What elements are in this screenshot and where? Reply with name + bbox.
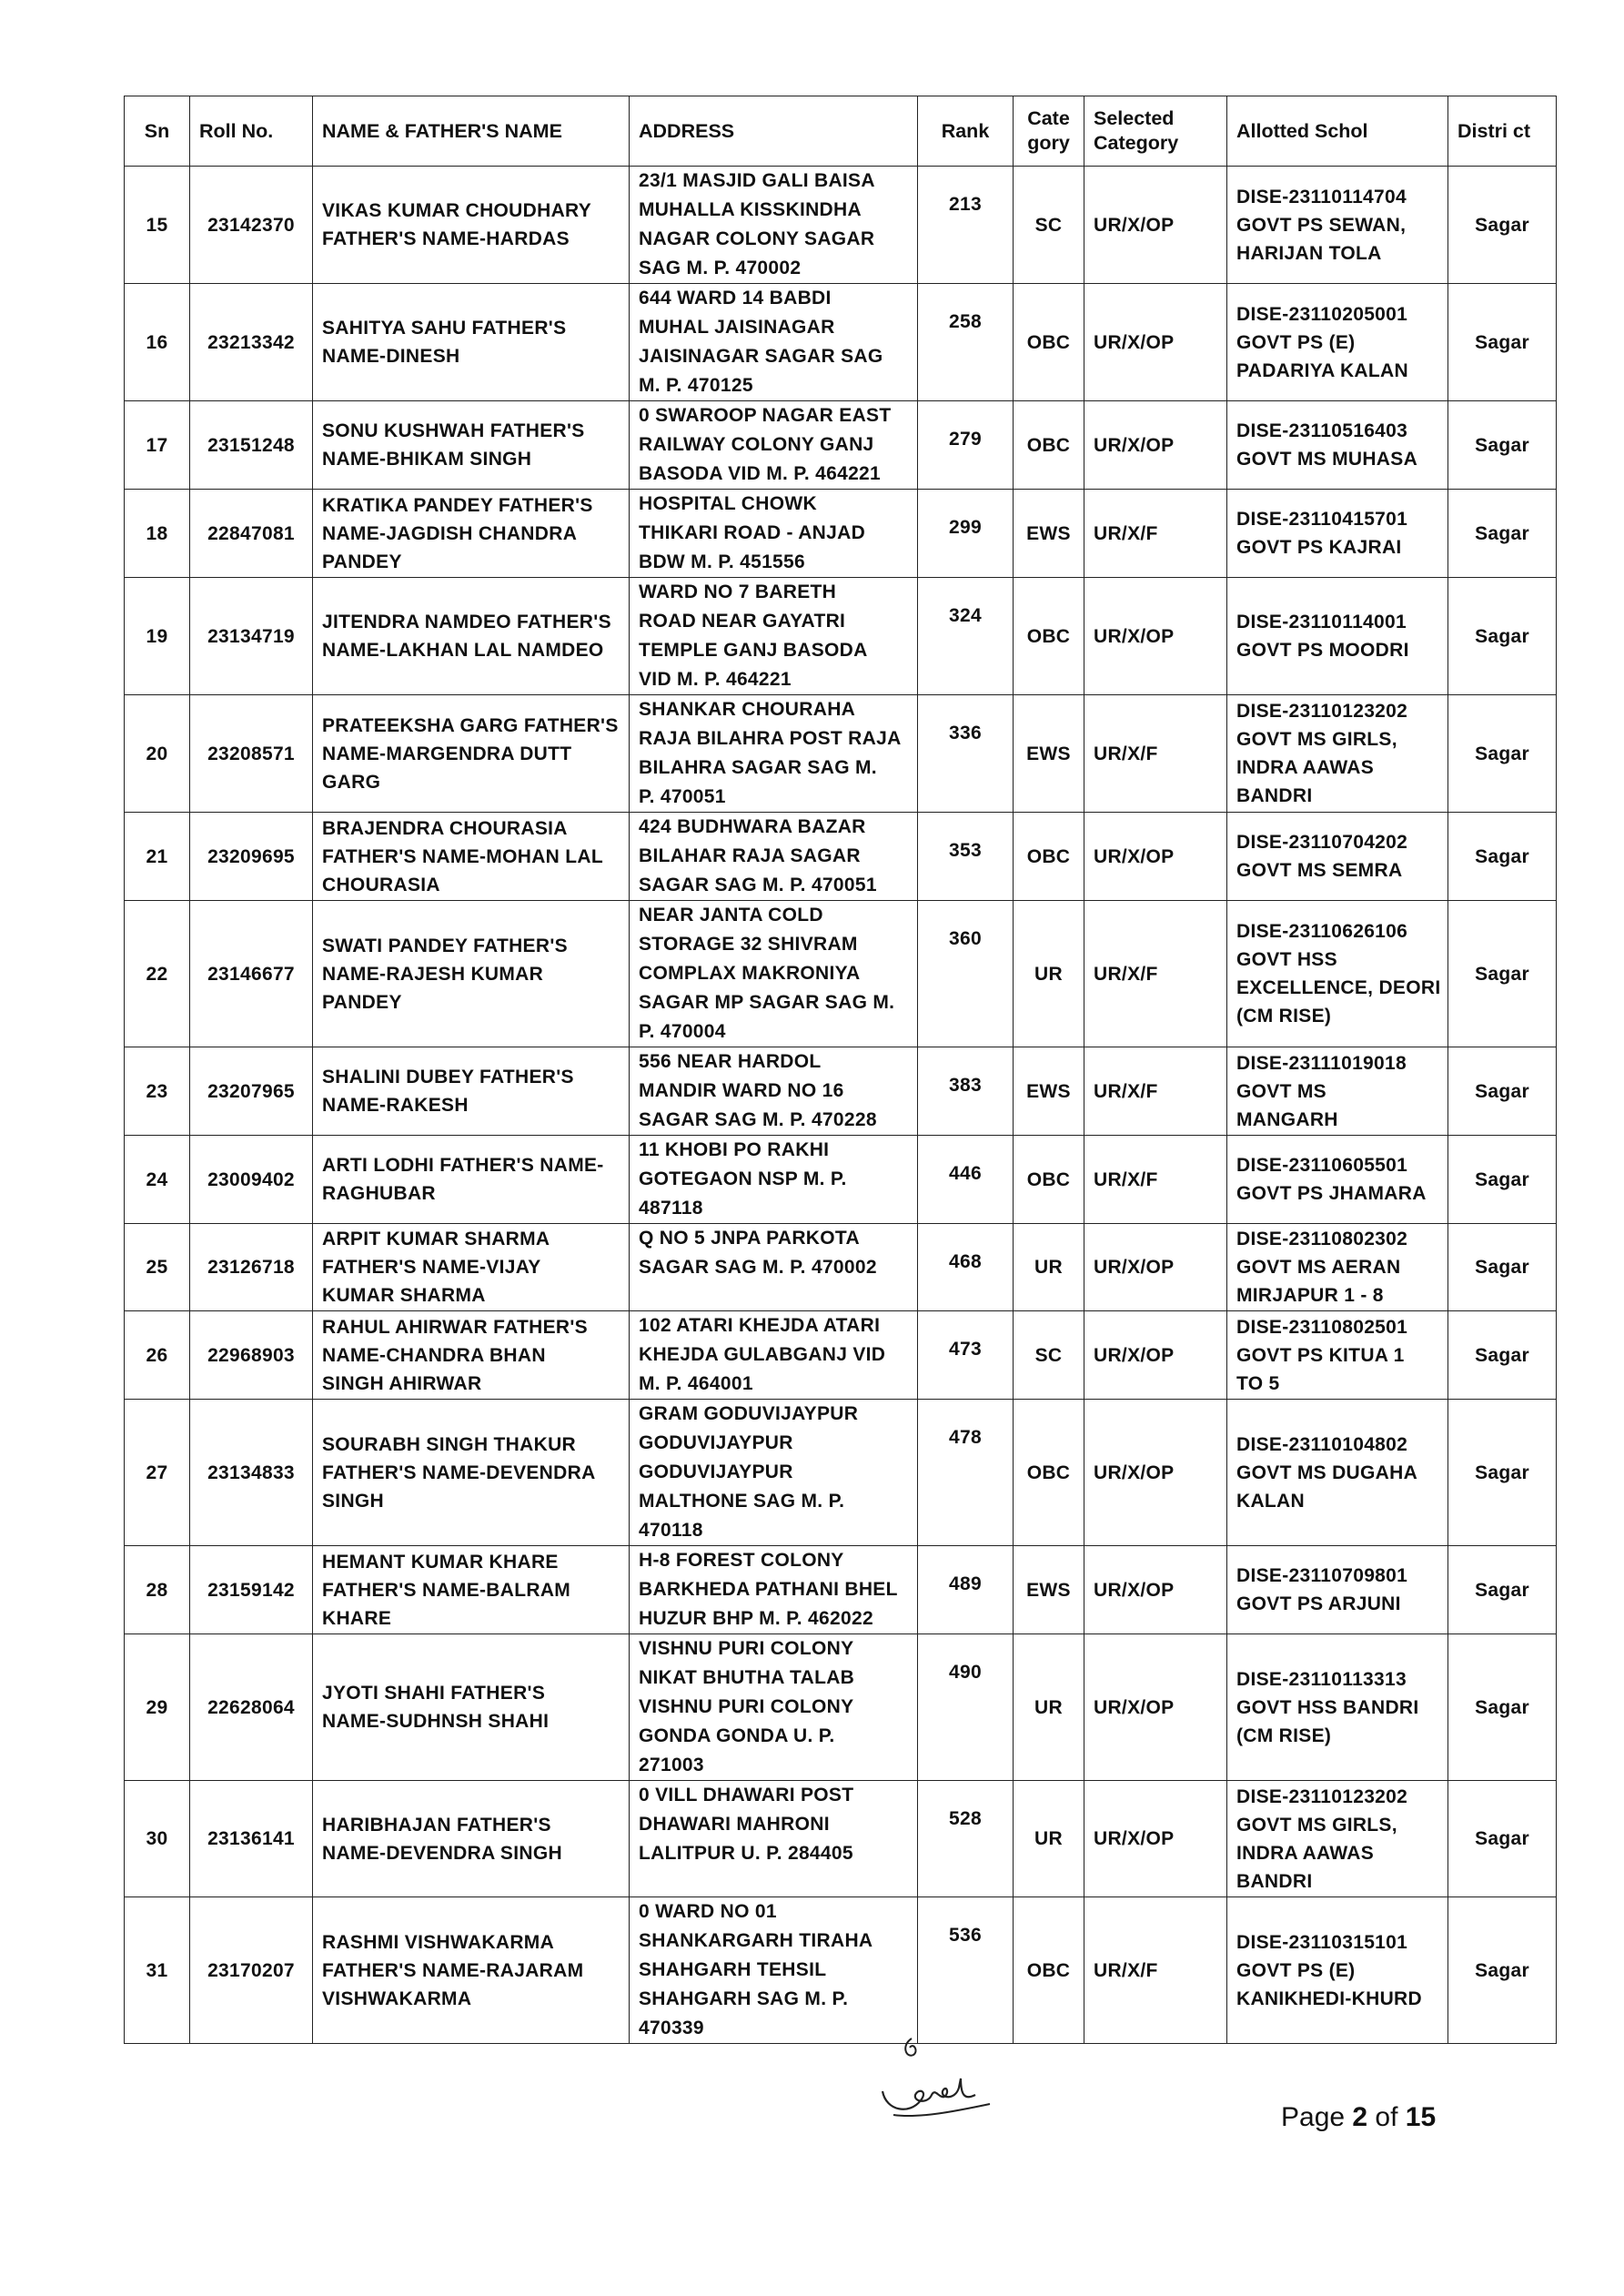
cell-rank: 324	[918, 578, 1014, 695]
cell-address: WARD NO 7 BARETH ROAD NEAR GAYATRI TEMPLE GANJ BASODA VID M. P. 464221	[630, 578, 918, 695]
cell-allotted-school: DISE-23110415701 GOVT PS KAJRAI	[1227, 490, 1448, 578]
table-row	[125, 490, 1557, 578]
cell-district: Sagar	[1448, 1224, 1557, 1311]
cell-rank: 360	[918, 901, 1014, 1047]
cell-address: 102 ATARI KHEJDA ATARI KHEJDA GULABGANJ VID M. P. 464001	[630, 1311, 918, 1400]
cell-rank: 490	[918, 1634, 1014, 1781]
cell-category: OBC	[1014, 813, 1084, 901]
cell-sn: 22	[125, 901, 190, 1047]
cell-sn: 18	[125, 490, 190, 578]
cell-name: SAHITYA SAHU FATHER'S NAME-DINESH	[313, 284, 630, 401]
cell-selected-category: UR/X/OP	[1084, 1634, 1227, 1781]
cell-name: KRATIKA PANDEY FATHER'S NAME-JAGDISH CHANDRA PANDEY	[313, 490, 630, 578]
cell-roll-no: 22847081	[190, 490, 313, 578]
cell-name: VIKAS KUMAR CHOUDHARY FATHER'S NAME-HARDAS	[313, 167, 630, 284]
cell-sn: 15	[125, 167, 190, 284]
cell-sn: 23	[125, 1047, 190, 1136]
table-row	[125, 1546, 1557, 1634]
cell-address: 11 KHOBI PO RAKHI GOTEGAON NSP M. P. 487118	[630, 1136, 918, 1224]
cell-roll-no: 23170207	[190, 1897, 313, 2044]
cell-rank: 279	[918, 401, 1014, 490]
table-header-row	[125, 96, 1557, 167]
cell-allotted-school: DISE-23110205001 GOVT PS (E) PADARIYA KALAN	[1227, 284, 1448, 401]
cell-name: HEMANT KUMAR KHARE FATHER'S NAME-BALRAM KHARE	[313, 1546, 630, 1634]
cell-roll-no: 22628064	[190, 1634, 313, 1781]
cell-rank: 299	[918, 490, 1014, 578]
cell-allotted-school: DISE-23110605501 GOVT PS JHAMARA	[1227, 1136, 1448, 1224]
table-row	[125, 1634, 1557, 1781]
cell-district: Sagar	[1448, 1311, 1557, 1400]
cell-selected-category: UR/X/OP	[1084, 167, 1227, 284]
cell-selected-category: UR/X/F	[1084, 901, 1227, 1047]
cell-sn: 26	[125, 1311, 190, 1400]
cell-address: HOSPITAL CHOWK THIKARI ROAD - ANJAD BDW M. P. 451556	[630, 490, 918, 578]
table-row	[125, 901, 1557, 1047]
cell-allotted-school: DISE-23110709801 GOVT PS ARJUNI	[1227, 1546, 1448, 1634]
cell-selected-category: UR/X/OP	[1084, 1224, 1227, 1311]
table-row	[125, 1136, 1557, 1224]
cell-sn: 27	[125, 1400, 190, 1546]
cell-selected-category: UR/X/OP	[1084, 578, 1227, 695]
cell-category: SC	[1014, 167, 1084, 284]
cell-selected-category: UR/X/F	[1084, 1897, 1227, 2044]
cell-sn: 29	[125, 1634, 190, 1781]
cell-district: Sagar	[1448, 401, 1557, 490]
header-rank: Rank	[918, 96, 1014, 167]
cell-rank: 213	[918, 167, 1014, 284]
cell-selected-category: UR/X/OP	[1084, 1311, 1227, 1400]
cell-name: ARTI LODHI FATHER'S NAME- RAGHUBAR	[313, 1136, 630, 1224]
cell-selected-category: UR/X/F	[1084, 490, 1227, 578]
table-row	[125, 695, 1557, 813]
cell-category: UR	[1014, 1224, 1084, 1311]
cell-selected-category: UR/X/OP	[1084, 1781, 1227, 1897]
cell-allotted-school: DISE-23110626106 GOVT HSS EXCELLENCE, DEORI (CM RISE)	[1227, 901, 1448, 1047]
cell-rank: 336	[918, 695, 1014, 813]
cell-name: JITENDRA NAMDEO FATHER'S NAME-LAKHAN LAL NAMDEO	[313, 578, 630, 695]
cell-name: SHALINI DUBEY FATHER'S NAME-RAKESH	[313, 1047, 630, 1136]
cell-category: EWS	[1014, 695, 1084, 813]
cell-sn: 28	[125, 1546, 190, 1634]
cell-district: Sagar	[1448, 1136, 1557, 1224]
cell-sn: 20	[125, 695, 190, 813]
cell-district: Sagar	[1448, 901, 1557, 1047]
cell-district: Sagar	[1448, 284, 1557, 401]
cell-category: OBC	[1014, 1897, 1084, 2044]
cell-address: Q NO 5 JNPA PARKOTA SAGAR SAG M. P. 470002	[630, 1224, 918, 1311]
allotment-sheet	[124, 96, 1556, 2044]
cell-category: OBC	[1014, 578, 1084, 695]
table-row	[125, 401, 1557, 490]
cell-sn: 30	[125, 1781, 190, 1897]
cell-allotted-school: DISE-23111019018 GOVT MS MANGARH	[1227, 1047, 1448, 1136]
page-number: Page 2 of 15	[1281, 2102, 1437, 2132]
cell-address: 424 BUDHWARA BAZAR BILAHAR RAJA SAGAR SAGAR SAG M. P. 470051	[630, 813, 918, 901]
header-category: Cate gory	[1014, 96, 1084, 167]
cell-selected-category: UR/X/OP	[1084, 284, 1227, 401]
cell-sn: 19	[125, 578, 190, 695]
header-allotted-school: Allotted Schol	[1227, 96, 1448, 167]
cell-rank: 258	[918, 284, 1014, 401]
cell-district: Sagar	[1448, 1781, 1557, 1897]
cell-roll-no: 23134833	[190, 1400, 313, 1546]
header-name: NAME & FATHER'S NAME	[313, 96, 630, 167]
cell-allotted-school: DISE-23110516403 GOVT MS MUHASA	[1227, 401, 1448, 490]
cell-roll-no: 23209695	[190, 813, 313, 901]
cell-roll-no: 23207965	[190, 1047, 313, 1136]
table-row	[125, 167, 1557, 284]
cell-name: PRATEEKSHA GARG FATHER'S NAME-MARGENDRA DUTT GARG	[313, 695, 630, 813]
cell-roll-no: 23134719	[190, 578, 313, 695]
cell-rank: 446	[918, 1136, 1014, 1224]
cell-district: Sagar	[1448, 813, 1557, 901]
cell-sn: 17	[125, 401, 190, 490]
header-district: Distri ct	[1448, 96, 1557, 167]
cell-rank: 489	[918, 1546, 1014, 1634]
cell-category: OBC	[1014, 1136, 1084, 1224]
cell-sn: 25	[125, 1224, 190, 1311]
header-selected-category: Selected Category	[1084, 96, 1227, 167]
cell-address: NEAR JANTA COLD STORAGE 32 SHIVRAM COMPLAX MAKRONIYA SAGAR MP SAGAR SAG M. P. 470004	[630, 901, 918, 1047]
cell-district: Sagar	[1448, 1047, 1557, 1136]
cell-allotted-school: DISE-23110114704 GOVT PS SEWAN, HARIJAN TOLA	[1227, 167, 1448, 284]
cell-category: EWS	[1014, 490, 1084, 578]
cell-selected-category: UR/X/F	[1084, 1136, 1227, 1224]
cell-roll-no: 23208571	[190, 695, 313, 813]
cell-rank: 536	[918, 1897, 1014, 2044]
header-roll-no: Roll No.	[190, 96, 313, 167]
cell-sn: 24	[125, 1136, 190, 1224]
cell-district: Sagar	[1448, 1634, 1557, 1781]
cell-address: 0 WARD NO 01 SHANKARGARH TIRAHA SHAHGARH TEHSIL SHAHGARH SAG M. P. 470339	[630, 1897, 918, 2044]
cell-name: BRAJENDRA CHOURASIA FATHER'S NAME-MOHAN LAL CHOURASIA	[313, 813, 630, 901]
table-row	[125, 1311, 1557, 1400]
cell-address: VISHNU PURI COLONY NIKAT BHUTHA TALAB VISHNU PURI COLONY GONDA GONDA U. P. 271003	[630, 1634, 918, 1781]
cell-address: GRAM GODUVIJAYPUR GODUVIJAYPUR GODUVIJAYPUR MALTHONE SAG M. P. 470118	[630, 1400, 918, 1546]
cell-category: OBC	[1014, 284, 1084, 401]
cell-category: OBC	[1014, 401, 1084, 490]
cell-roll-no: 23009402	[190, 1136, 313, 1224]
cell-name: RAHUL AHIRWAR FATHER'S NAME-CHANDRA BHAN SINGH AHIRWAR	[313, 1311, 630, 1400]
cell-allotted-school: DISE-23110113313 GOVT HSS BANDRI (CM RISE)	[1227, 1634, 1448, 1781]
cell-name: JYOTI SHAHI FATHER'S NAME-SUDHNSH SHAHI	[313, 1634, 630, 1781]
cell-district: Sagar	[1448, 578, 1557, 695]
cell-allotted-school: DISE-23110704202 GOVT MS SEMRA	[1227, 813, 1448, 901]
cell-allotted-school: DISE-23110802501 GOVT PS KITUA 1 TO 5	[1227, 1311, 1448, 1400]
cell-district: Sagar	[1448, 490, 1557, 578]
cell-name: ARPIT KUMAR SHARMA FATHER'S NAME-VIJAY KUMAR SHARMA	[313, 1224, 630, 1311]
header-sn: Sn	[125, 96, 190, 167]
cell-selected-category: UR/X/OP	[1084, 1546, 1227, 1634]
cell-category: OBC	[1014, 1400, 1084, 1546]
cell-district: Sagar	[1448, 695, 1557, 813]
cell-category: UR	[1014, 1634, 1084, 1781]
cell-name: SWATI PANDEY FATHER'S NAME-RAJESH KUMAR PANDEY	[313, 901, 630, 1047]
cell-allotted-school: DISE-23110802302 GOVT MS AERAN MIRJAPUR 1 - 8	[1227, 1224, 1448, 1311]
cell-roll-no: 23159142	[190, 1546, 313, 1634]
cell-selected-category: UR/X/OP	[1084, 813, 1227, 901]
cell-address: H-8 FOREST COLONY BARKHEDA PATHANI BHEL HUZUR BHP M. P. 462022	[630, 1546, 918, 1634]
cell-rank: 478	[918, 1400, 1014, 1546]
cell-district: Sagar	[1448, 1400, 1557, 1546]
cell-district: Sagar	[1448, 1546, 1557, 1634]
cell-allotted-school: DISE-23110104802 GOVT MS DUGAHA KALAN	[1227, 1400, 1448, 1546]
cell-category: EWS	[1014, 1546, 1084, 1634]
cell-name: RASHMI VISHWAKARMA FATHER'S NAME-RAJARAM VISHWAKARMA	[313, 1897, 630, 2044]
cell-category: UR	[1014, 1781, 1084, 1897]
cell-sn: 16	[125, 284, 190, 401]
cell-roll-no: 23146677	[190, 901, 313, 1047]
cell-roll-no: 23126718	[190, 1224, 313, 1311]
table-body	[125, 167, 1557, 2044]
cell-roll-no: 22968903	[190, 1311, 313, 1400]
cell-allotted-school: DISE-23110114001 GOVT PS MOODRI	[1227, 578, 1448, 695]
cell-selected-category: UR/X/OP	[1084, 1400, 1227, 1546]
table-row	[125, 1897, 1557, 2044]
cell-rank: 383	[918, 1047, 1014, 1136]
cell-selected-category: UR/X/OP	[1084, 401, 1227, 490]
table-row	[125, 1781, 1557, 1897]
cell-address: 0 SWAROOP NAGAR EAST RAILWAY COLONY GANJ BASODA VID M. P. 464221	[630, 401, 918, 490]
cell-address: 556 NEAR HARDOL MANDIR WARD NO 16 SAGAR SAG M. P. 470228	[630, 1047, 918, 1136]
cell-rank: 528	[918, 1781, 1014, 1897]
allotment-table	[124, 96, 1557, 2044]
cell-roll-no: 23142370	[190, 167, 313, 284]
cell-address: 644 WARD 14 BABDI MUHAL JAISINAGAR JAISINAGAR SAGAR SAG M. P. 470125	[630, 284, 918, 401]
table-row	[125, 284, 1557, 401]
cell-category: EWS	[1014, 1047, 1084, 1136]
cell-rank: 468	[918, 1224, 1014, 1311]
cell-sn: 31	[125, 1897, 190, 2044]
cell-sn: 21	[125, 813, 190, 901]
cell-rank: 473	[918, 1311, 1014, 1400]
cell-selected-category: UR/X/F	[1084, 695, 1227, 813]
cell-roll-no: 23136141	[190, 1781, 313, 1897]
signature	[873, 2028, 1001, 2128]
cell-allotted-school: DISE-23110315101 GOVT PS (E) KANIKHEDI-KHURD	[1227, 1897, 1448, 2044]
cell-district: Sagar	[1448, 167, 1557, 284]
cell-name: SOURABH SINGH THAKUR FATHER'S NAME-DEVENDRA SINGH	[313, 1400, 630, 1546]
table-row	[125, 578, 1557, 695]
cell-allotted-school: DISE-23110123202 GOVT MS GIRLS, INDRA AAWAS BANDRI	[1227, 695, 1448, 813]
cell-rank: 353	[918, 813, 1014, 901]
table-row	[125, 813, 1557, 901]
cell-address: SHANKAR CHOURAHA RAJA BILAHRA POST RAJA BILAHRA SAGAR SAG M. P. 470051	[630, 695, 918, 813]
cell-roll-no: 23151248	[190, 401, 313, 490]
table-row	[125, 1224, 1557, 1311]
cell-name: SONU KUSHWAH FATHER'S NAME-BHIKAM SINGH	[313, 401, 630, 490]
cell-address: 0 VILL DHAWARI POST DHAWARI MAHRONI LALITPUR U. P. 284405	[630, 1781, 918, 1897]
cell-district: Sagar	[1448, 1897, 1557, 2044]
header-address: ADDRESS	[630, 96, 918, 167]
cell-category: UR	[1014, 901, 1084, 1047]
table-row	[125, 1047, 1557, 1136]
cell-roll-no: 23213342	[190, 284, 313, 401]
cell-category: SC	[1014, 1311, 1084, 1400]
cell-address: 23/1 MASJID GALI BAISA MUHALLA KISSKINDHA NAGAR COLONY SAGAR SAG M. P. 470002	[630, 167, 918, 284]
table-row	[125, 1400, 1557, 1546]
cell-allotted-school: DISE-23110123202 GOVT MS GIRLS, INDRA AAWAS BANDRI	[1227, 1781, 1448, 1897]
cell-name: HARIBHAJAN FATHER'S NAME-DEVENDRA SINGH	[313, 1781, 630, 1897]
cell-selected-category: UR/X/F	[1084, 1047, 1227, 1136]
